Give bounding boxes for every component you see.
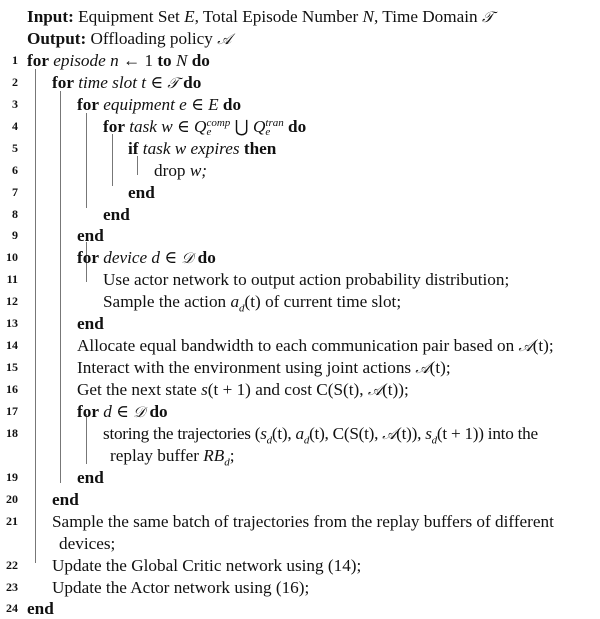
statement-text: (t + 1)) into the [436,424,538,443]
keyword-do: do [191,51,210,70]
var-w: w; [189,161,207,180]
statement-text: drop [154,161,190,180]
block-bar-level3-equip [86,113,87,208]
var-s: s [425,424,432,443]
set-A: 𝒜 [382,425,397,443]
loop-var-text: episode [53,51,106,70]
statement-text: Update the Global Critic network using (14); [52,556,362,575]
sub-e: e [265,126,271,138]
line-number: 22 [6,558,18,572]
output-label: Output: [27,29,87,48]
set-E: E [208,95,219,114]
block-bar-level1 [35,69,36,563]
keyword-then: then [243,139,277,158]
line-number: 6 [12,163,18,177]
statement-text: Update the Actor network using (16); [52,578,310,597]
sup-comp: comp [206,117,231,129]
union-symbol: ⋃ [230,117,253,136]
keyword-do: do [222,95,242,114]
statement-text: devices; [59,534,116,553]
line-number: 19 [6,470,18,484]
set-A: 𝒜 [415,359,430,377]
keyword-for: for [52,73,74,92]
keyword-do: do [183,73,202,92]
line-number: 24 [6,601,18,615]
keyword-end: end [77,314,104,333]
loop-var-text: equipment e [103,95,187,114]
keyword-end: end [103,205,130,224]
loop-var-text: device d [103,248,161,267]
keyword-end: end [77,468,104,487]
sub-d: d [224,456,230,469]
line-number: 23 [6,580,18,594]
queue-Q: Q [252,117,266,136]
line-number: 14 [6,338,18,352]
in-symbol: ∈ [160,248,182,267]
statement-text: Get the next state [77,380,202,399]
in-symbol: ∈ [172,117,195,136]
line-number: 17 [6,404,18,418]
statement-text: (t), [271,424,296,443]
line-number: 12 [6,294,18,308]
sup-tran: tran [265,117,284,129]
queue-Q: Q [194,117,207,136]
set-A: 𝒜 [518,337,533,355]
loop-var-text: task w [129,117,173,136]
statement-text: (t); [429,358,451,377]
statement-text: (t)); [382,380,409,399]
set-T: 𝒯 [167,74,179,92]
line-number: 4 [12,119,18,133]
statement-text: ; [229,446,235,465]
line-number: 1 [12,53,18,67]
line-number: 10 [6,250,18,264]
arrow-text: ← 1 [118,51,158,70]
set-D: 𝒟 [133,403,146,421]
keyword-do: do [149,402,168,421]
keyword-end: end [52,490,79,509]
input-label: Input: [27,7,74,26]
line-number: 13 [6,316,18,330]
keyword-end: end [77,226,104,245]
keyword-if: if [128,139,139,158]
statement-text: Allocate equal bandwidth to each communication pair based on [77,336,519,355]
line-number: 15 [6,360,18,374]
input-text: Equipment Set E, Total Episode Number N, Time Domain 𝒯 [78,7,494,26]
line-number: 11 [6,272,18,286]
var-d: d [103,402,112,421]
statement-text: Sample the action [103,292,231,311]
cost-expr: C(S(t), [316,380,368,399]
in-symbol: ∈ [146,73,168,92]
keyword-end: end [27,599,54,618]
statement-text: (t); [532,336,554,355]
condition-text: task w expires [142,139,240,158]
var-s: s [260,424,267,443]
keyword-for: for [27,51,49,70]
statement-text: (t) of current time slot; [244,292,402,311]
var-n: n [110,51,119,70]
statement-text: (t + 1) and cost [207,380,317,399]
block-bar-level2 [60,91,61,483]
cost-expr: C(S(t), [332,424,383,443]
in-symbol: ∈ [186,95,209,114]
keyword-for: for [103,117,125,136]
var-RB: RB [203,446,225,465]
var-N: N [175,51,188,70]
statement-text: Sample the same batch of trajectories from the replay buffers of different [52,512,554,531]
keyword-for: for [77,95,99,114]
in-symbol: ∈ [111,402,134,421]
line-number: 7 [12,185,18,199]
block-bar-level4-task [112,134,113,186]
keyword-end: end [128,183,155,202]
sub-d: d [431,434,437,447]
line-number: 9 [12,228,18,242]
line-number: 16 [6,382,18,396]
line-number: 2 [12,75,18,89]
keyword-do: do [288,117,307,136]
statement-text: storing the trajectories ( [103,424,261,443]
keyword-to: to [157,51,172,70]
var-s: s [201,380,208,399]
statement-text: Interact with the environment using joint actions [77,358,416,377]
statement-text: (t)), [396,424,426,443]
line-number: 5 [12,141,18,155]
loop-var-text: time slot t [78,73,147,92]
var-a: a [230,292,240,311]
statement-text: Use actor network to output action probability distribution; [103,270,510,289]
set-A: 𝒜 [367,381,383,399]
sub-e: e [206,126,212,138]
line-number: 8 [12,207,18,221]
output-text: Offloading policy 𝒜 [90,29,232,48]
sub-d: d [239,302,245,315]
keyword-for: for [77,248,99,267]
statement-text: (t), [309,424,333,443]
keyword-do: do [197,248,216,267]
line-number: 3 [12,97,18,111]
line-number: 20 [6,492,18,506]
line-number: 21 [6,514,18,528]
sub-d: d [266,434,272,447]
set-D: 𝒟 [181,249,194,267]
sub-d: d [303,434,310,447]
keyword-for: for [77,402,99,421]
line-number: 18 [6,426,18,440]
statement-text: replay buffer [110,446,204,465]
var-a: a [295,424,304,443]
